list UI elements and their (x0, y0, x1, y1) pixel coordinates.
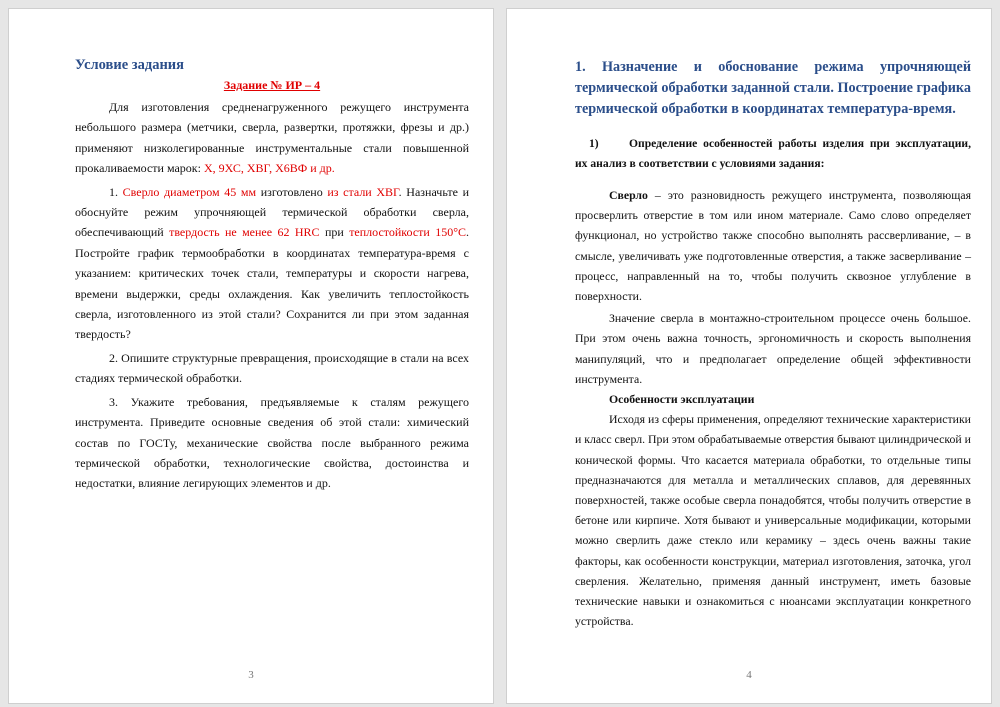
page-4 (506, 8, 992, 704)
drill-diameter: Сверло диаметром 45 мм (122, 184, 257, 199)
subsection-number: 1) (589, 137, 599, 150)
task-item-2: 2. Опишите структурные превращения, происходящие в стали на всех стадиях термической обработки. (75, 350, 469, 386)
page-number: 3 (248, 669, 254, 681)
task-number: Задание № ИР – 4 (223, 78, 321, 92)
drill-definition: – это разновидность режущего инструмента, позволяющая просверлить отверстие в том или ином материале. Само слово определяет функционал, но устройство также способно выполнять рассверливание, – в смысле, увеличивать уже подготовленные отверстия, а также засверливание – процесс, направленный на то, чтобы получить сквозное углубление в поверхности. (575, 188, 971, 304)
subsection-heading (575, 134, 971, 174)
item-1-text-b: . Назначьте и обоснуйте режим упрочняющей термической обработки сверла, обеспечивающий (75, 184, 469, 240)
section-heading: 1. Назначение и обоснование режима упрочняющей термической обработки заданной стали. Построение графика термической обработки в координатах температура-время. (575, 59, 971, 117)
item-1-text-c: при (319, 225, 350, 240)
page-3 (8, 8, 494, 704)
drill-definition-paragraph (575, 185, 971, 306)
item-1-text-d: . Постройте график термообработки в координатах температура-время с указанием: критических точек стали, температуры и скорости нагрева, времени выдержки, среды охлаждения. Как увеличить теплостойкость сверла, изготовленного из этой стали? Сохранится ли при этом заданная твердость? (75, 225, 470, 342)
task-item-1 (75, 182, 469, 345)
item-1-number: 1. (109, 184, 123, 199)
intro-paragraph (75, 97, 469, 179)
operation-features-title: Особенности эксплуатации (609, 392, 755, 407)
operation-features-paragraph: Исходя из сферы применения, определяют технические характеристики и класс сверл. При этом обрабатываемые отверстия бывают цилиндрической и конической формы. Что касается материала обработки, то отдельные типы предназначаются для металла и металлических сплавов, для деревянных поверхностей, также особые сверла понадобятся, чтобы получить отверстие в бетоне или кирпиче. Хотя бывают и универсальные модификации, которыми можно сверлить даже стекло или керамику – здесь очень важны такие факторы, как особенности конструкции, материал изготовления, заточка, угол сверления. Желательно, применяя данный инструмент, иметь базовые технические навыки и ознакомиться с нюансами эксплуатации конкретного устройства. (575, 412, 971, 629)
page-4-content (575, 57, 971, 631)
subsection-title: Определение особенностей работы изделия при эксплуатации, их анализ в соответствии с условиями задания: (575, 137, 971, 170)
heat-resistance-req: теплостойкости 150°С (349, 225, 467, 240)
hardness-req: твердость не менее 62 HRC (169, 225, 320, 240)
drill-importance-paragraph: Значение сверла в монтажно-строительном процессе очень большое. При этом очень важна точность, эргономичность и скорость выполнения манипуляций, что и предполагает определение общей эффективности инструмента. (575, 311, 971, 386)
intro-text: Для изготовления средненагруженного режущего инструмента небольшого размера (метчики, сверла, развертки, протяжки, фрезы и др.) применяют низколегированные инструментальные стали повышенной прокаливаемости марок: (75, 100, 469, 176)
steel-name: из стали ХВГ (327, 184, 399, 199)
page-3-content (75, 57, 469, 497)
assignment-heading: Условие задания (75, 57, 184, 73)
drill-term: Сверло (609, 188, 648, 202)
page-number: 4 (746, 669, 752, 681)
task-item-3: 3. Укажите требования, предъявляемые к сталям режущего инструмента. Приведите основные сведения об этой стали: химический состав по ГОСТу, механические свойства после выбранного режима термической обработки, технологические свойства, достоинства и недостатки, влияние легирующих элементов и др. (75, 394, 469, 491)
steel-grades: Х, 9ХС, ХВГ, Х6ВФ и др. (203, 161, 335, 176)
item-1-text-a: изготовлено (256, 184, 328, 199)
